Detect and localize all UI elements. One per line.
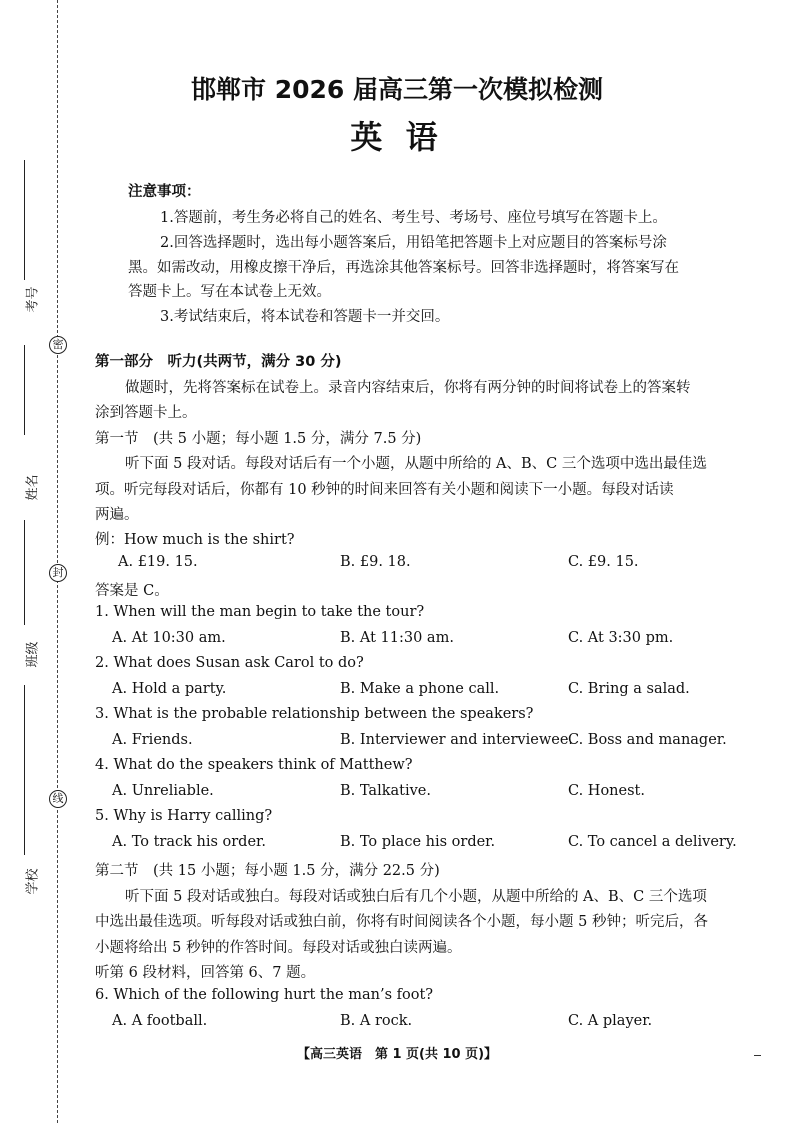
section2-heading: 第二节 (共 15 小题；每小题 1.5 分，满分 22.5 分) xyxy=(95,863,440,879)
seal-mi: 密 xyxy=(49,336,67,354)
question-2: 2. What does Susan ask Carol to do? xyxy=(95,655,364,671)
question-4-option-b: B. Talkative. xyxy=(340,783,431,799)
corner-mark xyxy=(754,1055,761,1056)
example-question: 例：How much is the shirt? xyxy=(95,532,295,548)
notice-heading: 注意事项： xyxy=(128,184,201,200)
section2-line-2: 中选出最佳选项。听每段对话或独白前，你将有时间阅读各个小题，每小题 5 秒钟；听完后，各 xyxy=(95,914,708,930)
question-5-option-c: C. To cancel a delivery. xyxy=(568,834,737,850)
school-label: 学校 xyxy=(25,868,41,895)
question-6-option-a: A. A football. xyxy=(112,1013,208,1029)
part1-heading: 第一部分 听力(共两节，满分 30 分) xyxy=(95,354,342,370)
section2-line-3: 小题将给出 5 秒钟的作答时间。每段对话或独白读两遍。 xyxy=(95,940,462,956)
name-label: 姓名 xyxy=(25,474,41,501)
part1-intro-line-2: 涂到答题卡上。 xyxy=(95,405,197,421)
question-2-option-a: A. Hold a party. xyxy=(112,681,227,697)
example-option-b: B. £9. 18. xyxy=(340,554,411,570)
question-1-option-b: B. At 11:30 am. xyxy=(340,630,454,646)
question-6-option-b: B. A rock. xyxy=(340,1013,413,1029)
question-3: 3. What is the probable relationship between the speakers? xyxy=(95,706,534,722)
subject-title: 英 语 xyxy=(350,118,444,156)
question-5-option-b: B. To place his order. xyxy=(340,834,496,850)
question-2-option-c: C. Bring a salad. xyxy=(568,681,690,697)
exam-title: 邯郸市 2026 届高三第一次模拟检测 xyxy=(191,75,603,104)
name-fill-line xyxy=(24,520,25,625)
section2-line-1: 听下面 5 段对话或独白。每段对话或独白后有几个小题，从题中所给的 A、B、C 三个选项 xyxy=(125,889,707,905)
example-answer: 答案是 C。 xyxy=(95,583,169,599)
question-2-option-b: B. Make a phone call. xyxy=(340,681,500,697)
notice-item-3: 3.考试结束后，将本试卷和答题卡一并交回。 xyxy=(160,309,450,325)
question-6: 6. Which of the following hurt the man’s foot? xyxy=(95,987,434,1003)
example-option-c: C. £9. 15. xyxy=(568,554,639,570)
notice-item-2-line-1: 2.回答选择题时，选出每小题答案后，用铅笔把答题卡上对应题目的答案标号涂 xyxy=(160,235,667,251)
section1-line-1: 听下面 5 段对话。每段对话后有一个小题，从题中所给的 A、B、C 三个选项中选出最佳选 xyxy=(125,456,707,472)
material-6-instruction: 听第 6 段材料，回答第 6、7 题。 xyxy=(95,965,316,981)
page-footer: 【高三英语 第 1 页(共 10 页)】 xyxy=(296,1047,498,1062)
question-3-option-a: A. Friends. xyxy=(112,732,193,748)
question-1-option-a: A. At 10:30 am. xyxy=(112,630,226,646)
name-fill-line-top xyxy=(24,345,25,435)
class-fill-line xyxy=(24,685,25,855)
binding-dashed-line xyxy=(57,0,58,1123)
question-3-option-b: B. Interviewer and interviewee. xyxy=(340,732,574,748)
seal-xian: 线 xyxy=(49,790,67,808)
part1-intro-line-1: 做题时，先将答案标在试卷上。录音内容结束后，你将有两分钟的时间将试卷上的答案转 xyxy=(125,380,691,396)
question-4: 4. What do the speakers think of Matthew? xyxy=(95,757,413,773)
question-3-option-c: C. Boss and manager. xyxy=(568,732,727,748)
example-option-a: A. £19. 15. xyxy=(118,554,198,570)
exam-no-fill-line xyxy=(24,160,25,280)
section1-heading: 第一节 (共 5 小题；每小题 1.5 分，满分 7.5 分) xyxy=(95,431,422,447)
seal-feng: 封 xyxy=(49,564,67,582)
section1-line-2: 项。听完每段对话后，你都有 10 秒钟的时间来回答有关小题和阅读下一小题。每段对话读 xyxy=(95,482,674,498)
notice-item-1: 1.答题前，考生务必将自己的姓名、考生号、考场号、座位号填写在答题卡上。 xyxy=(160,210,667,226)
class-label: 班级 xyxy=(25,641,41,668)
question-4-option-c: C. Honest. xyxy=(568,783,645,799)
notice-item-2-line-2: 黑。如需改动，用橡皮擦干净后，再选涂其他答案标号。回答非选择题时，将答案写在 xyxy=(128,260,679,276)
exam-no-label: 考号 xyxy=(25,286,41,313)
section1-line-3: 两遍。 xyxy=(95,507,139,523)
question-5-option-a: A. To track his order. xyxy=(112,834,266,850)
question-5: 5. Why is Harry calling? xyxy=(95,808,273,824)
question-1-option-c: C. At 3:30 pm. xyxy=(568,630,674,646)
question-6-option-c: C. A player. xyxy=(568,1013,653,1029)
notice-item-2-line-3: 答题卡上。写在本试卷上无效。 xyxy=(128,284,331,300)
question-4-option-a: A. Unreliable. xyxy=(112,783,214,799)
question-1: 1. When will the man begin to take the tour? xyxy=(95,604,425,620)
